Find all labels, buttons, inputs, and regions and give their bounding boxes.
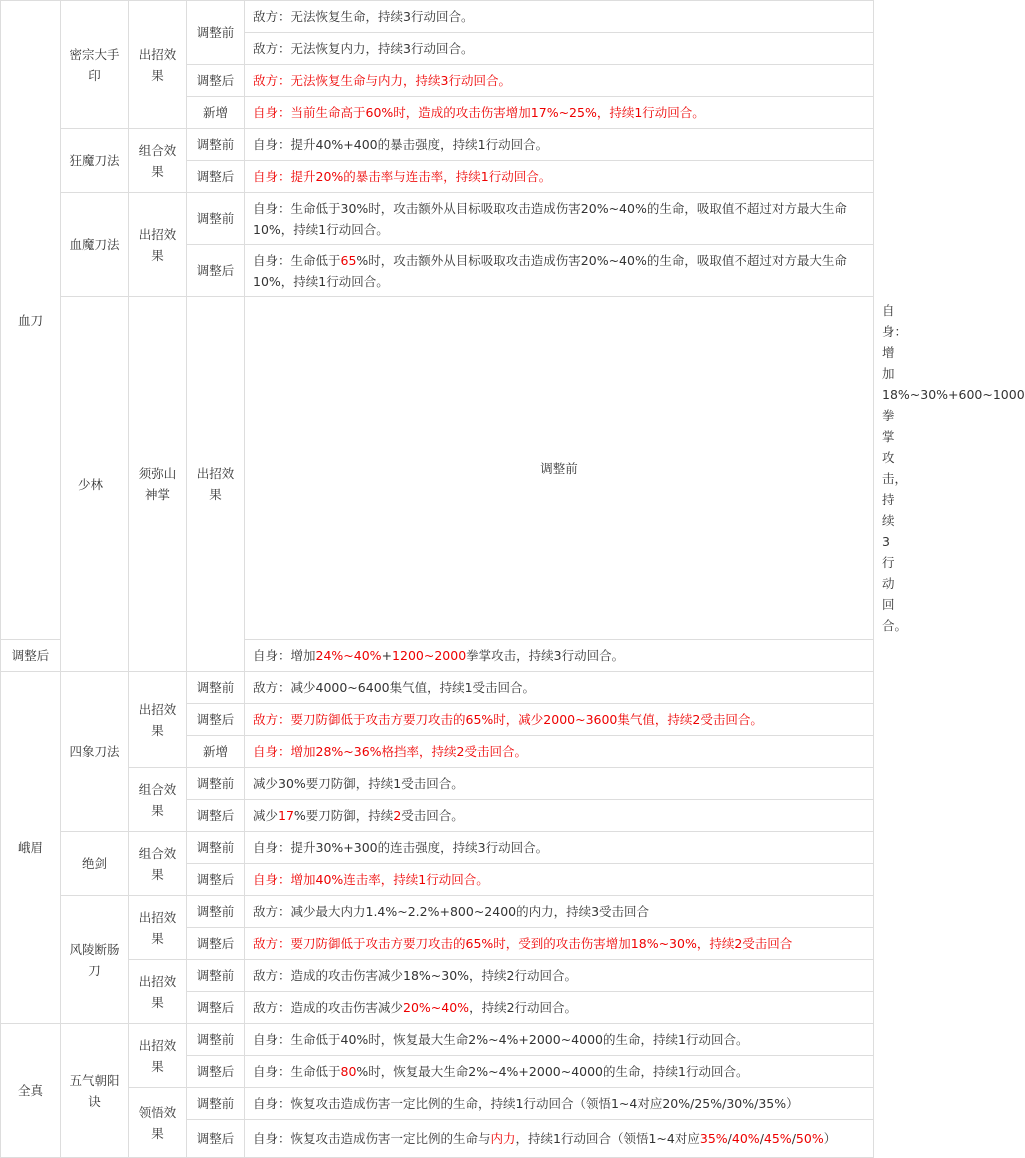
effect-desc-cell: [245, 896, 874, 928]
stage-cell: 调整前: [187, 193, 245, 245]
effect-type-cell: 组合效果: [129, 129, 187, 193]
table-row: [1, 1088, 874, 1120]
highlighted-text: 敌方：要刀防御低于攻击方要刀攻击的65%时，减少2000~3600集气值，持续2受击回合。: [253, 712, 763, 727]
highlighted-text: 50%: [795, 1131, 824, 1146]
stage-cell: 调整后: [187, 800, 245, 832]
stage-cell: 调整后: [187, 704, 245, 736]
effect-desc-cell: [245, 1056, 874, 1088]
desc-text: 自身：生命低于: [253, 252, 341, 268]
table-row: [1, 297, 874, 640]
desc-text: 敌方：减少4000~6400集气值，持续1受击回合。: [253, 680, 536, 695]
desc-text: 自身：生命低于30%时，攻击额外从目标吸取攻击造成伤害20%~40%的生命，吸取值不超过对方最大生命10%，持续1行动回合。: [253, 200, 847, 237]
desc-text: /: [791, 1131, 796, 1146]
skill-name-cell: 绝剑: [61, 832, 129, 896]
table-row: [1, 672, 874, 704]
effect-desc-cell: [245, 245, 874, 297]
effect-desc-cell: [245, 97, 874, 129]
stage-cell: 调整前: [245, 297, 874, 640]
highlighted-text: 自身：提升20%的暴击率与连击率，持续1行动回合。: [253, 169, 552, 184]
table-row: [1, 193, 874, 245]
desc-text: 拳掌攻击，持续3行动回合。: [466, 648, 625, 663]
effect-type-cell: 出招效果: [129, 960, 187, 1024]
stage-cell: 调整后: [187, 245, 245, 297]
effect-type-cell: 出招效果: [129, 1, 187, 129]
desc-text: 自身：提升40%+400的暴击强度，持续1行动回合。: [253, 137, 549, 152]
highlighted-text: 自身：增加28%~36%格挡率，持续2受击回合。: [253, 744, 527, 759]
stage-cell: 新增: [187, 97, 245, 129]
highlighted-text: 2: [393, 808, 402, 823]
stage-cell: 调整后: [187, 1120, 245, 1158]
stage-cell: 调整后: [187, 992, 245, 1024]
effect-desc-cell: [245, 704, 874, 736]
highlighted-text: 45%: [763, 1131, 792, 1146]
skill-name-cell: 血魔刀法: [61, 193, 129, 297]
skill-name-cell: 须弥山神掌: [129, 297, 187, 672]
effect-type-cell: 出招效果: [187, 297, 245, 672]
highlighted-text: 敌方：要刀防御低于攻击方要刀攻击的65%时，受到的攻击伤害增加18%~30%，持续2受击回合: [253, 936, 793, 951]
stage-cell: 调整前: [187, 896, 245, 928]
highlighted-text: 80: [340, 1064, 357, 1079]
desc-text: 自身：恢复攻击造成伤害一定比例的生命，持续1行动回合（领悟1~4对应20%/25%/30%/35%）: [253, 1096, 799, 1111]
effect-desc-cell: [245, 768, 874, 800]
stage-cell: 调整后: [1, 640, 61, 672]
highlighted-text: 自身：当前生命高于60%时，造成的攻击伤害增加17%~25%，持续1行动回合。: [253, 105, 705, 120]
effect-desc-cell: [245, 1088, 874, 1120]
desc-text: ）: [823, 1131, 837, 1146]
effect-desc-cell: [245, 992, 874, 1024]
stage-cell: 新增: [187, 736, 245, 768]
desc-text: 减少: [253, 808, 279, 823]
skill-name-cell: 狂魔刀法: [61, 129, 129, 193]
stage-cell: 调整后: [187, 161, 245, 193]
highlighted-text: 65: [340, 252, 357, 268]
effect-type-cell: 组合效果: [129, 768, 187, 832]
desc-text: 自身：恢复攻击造成伤害一定比例的生命与: [253, 1131, 491, 1146]
effect-type-cell: 出招效果: [129, 1024, 187, 1088]
sect-cell: 全真: [1, 1024, 61, 1158]
effect-desc-cell: [245, 1024, 874, 1056]
desc-text: 减少30%要刀防御，持续1受击回合。: [253, 776, 464, 791]
effect-desc-cell: [245, 640, 874, 672]
desc-text: 自身：生命低于40%时，恢复最大生命2%~4%+2000~4000的生命，持续1行动回合。: [253, 1032, 749, 1047]
desc-text: 敌方：无法恢复生命，持续3行动回合。: [253, 9, 474, 24]
effect-desc-cell: [245, 832, 874, 864]
stage-cell: 调整前: [187, 1, 245, 65]
highlighted-text: 敌方：无法恢复生命与内力，持续3行动回合。: [253, 73, 511, 88]
desc-text: 敌方：造成的攻击伤害减少18%~30%，持续2行动回合。: [253, 968, 577, 983]
effect-desc-cell: [245, 193, 874, 245]
highlighted-text: 24%~40%: [315, 648, 382, 663]
effect-type-cell: 领悟效果: [129, 1088, 187, 1158]
desc-text: %时，恢复最大生命2%~4%+2000~4000的生命，持续1行动回合。: [356, 1064, 749, 1079]
effect-desc-cell: [245, 1, 874, 33]
table-row: [1, 960, 874, 992]
highlighted-text: 20%~40%: [403, 1000, 470, 1015]
effect-type-cell: 出招效果: [129, 193, 187, 297]
desc-text: /: [759, 1131, 764, 1146]
sect-cell: 峨眉: [1, 672, 61, 1024]
highlighted-text: 自身：增加40%连击率，持续1行动回合。: [253, 872, 489, 887]
stage-cell: 调整后: [187, 864, 245, 896]
stage-cell: 调整前: [187, 768, 245, 800]
table-row: [1, 768, 874, 800]
table-row: [1, 1, 874, 33]
stage-cell: 调整前: [187, 129, 245, 161]
effect-desc-cell: [245, 129, 874, 161]
effect-type-cell: 出招效果: [129, 896, 187, 960]
effect-desc-cell: [245, 928, 874, 960]
highlighted-text: 35%: [699, 1131, 728, 1146]
stage-cell: 调整前: [187, 832, 245, 864]
effect-desc-cell: [245, 161, 874, 193]
stage-cell: 调整前: [187, 672, 245, 704]
desc-text: +: [381, 648, 393, 663]
effect-desc-cell: [245, 672, 874, 704]
desc-text: 自身：生命低于: [253, 1064, 341, 1079]
desc-text: %要刀防御，持续: [293, 808, 394, 823]
table-row: [1, 1024, 874, 1056]
desc-text: 敌方：减少最大内力1.4%~2.2%+800~2400的内力，持续3受击回合: [253, 904, 650, 919]
desc-text: 敌方：造成的攻击伤害减少: [253, 1000, 404, 1015]
stage-cell: 调整后: [187, 1056, 245, 1088]
stage-cell: 调整前: [187, 1024, 245, 1056]
effect-desc-cell: [245, 960, 874, 992]
stage-cell: 调整后: [187, 928, 245, 960]
sect-cell: 少林: [61, 297, 129, 672]
table-row: [1, 832, 874, 864]
skill-name-cell: 四象刀法: [61, 672, 129, 832]
highlighted-text: 1200~2000: [392, 648, 467, 663]
highlighted-text: 17: [278, 808, 294, 823]
stage-cell: 调整前: [187, 960, 245, 992]
table-row: [1, 896, 874, 928]
table-row: [1, 129, 874, 161]
skill-name-cell: 密宗大手印: [61, 1, 129, 129]
highlighted-text: 40%: [731, 1131, 760, 1146]
effect-type-cell: 组合效果: [129, 832, 187, 896]
effect-desc-cell: [245, 864, 874, 896]
desc-text: /: [727, 1131, 732, 1146]
highlighted-text: 内力: [490, 1131, 516, 1146]
desc-text: %时，攻击额外从目标吸取攻击造成伤害20%~40%的生命，吸取值不超过对方最大生命10%，持续1行动回合。: [253, 252, 847, 289]
desc-text: 敌方：无法恢复内力，持续3行动回合。: [253, 41, 474, 56]
effect-desc-cell: [245, 736, 874, 768]
desc-text: 受击回合。: [401, 808, 464, 823]
desc-text: ，持续1行动回合（领悟1~4对应: [515, 1131, 700, 1146]
desc-text: 自身：增加18%~30%+600~1000拳掌攻击，持续3行动回合。: [882, 303, 1025, 633]
sect-cell: 血刀: [1, 1, 61, 640]
effect-type-cell: 出招效果: [129, 672, 187, 768]
stage-cell: 调整后: [187, 65, 245, 97]
desc-text: 自身：提升30%+300的连击强度，持续3行动回合。: [253, 840, 549, 855]
effect-desc-cell: [245, 1120, 874, 1158]
stage-cell: 调整前: [187, 1088, 245, 1120]
effect-desc-cell: [245, 65, 874, 97]
desc-text: ，持续2行动回合。: [469, 1000, 578, 1015]
desc-text: 自身：增加: [253, 648, 316, 663]
skill-name-cell: 五气朝阳诀: [61, 1024, 129, 1158]
skill-name-cell: 风陵断肠刀: [61, 896, 129, 1024]
effect-desc-cell: [245, 33, 874, 65]
effect-desc-cell: [245, 800, 874, 832]
